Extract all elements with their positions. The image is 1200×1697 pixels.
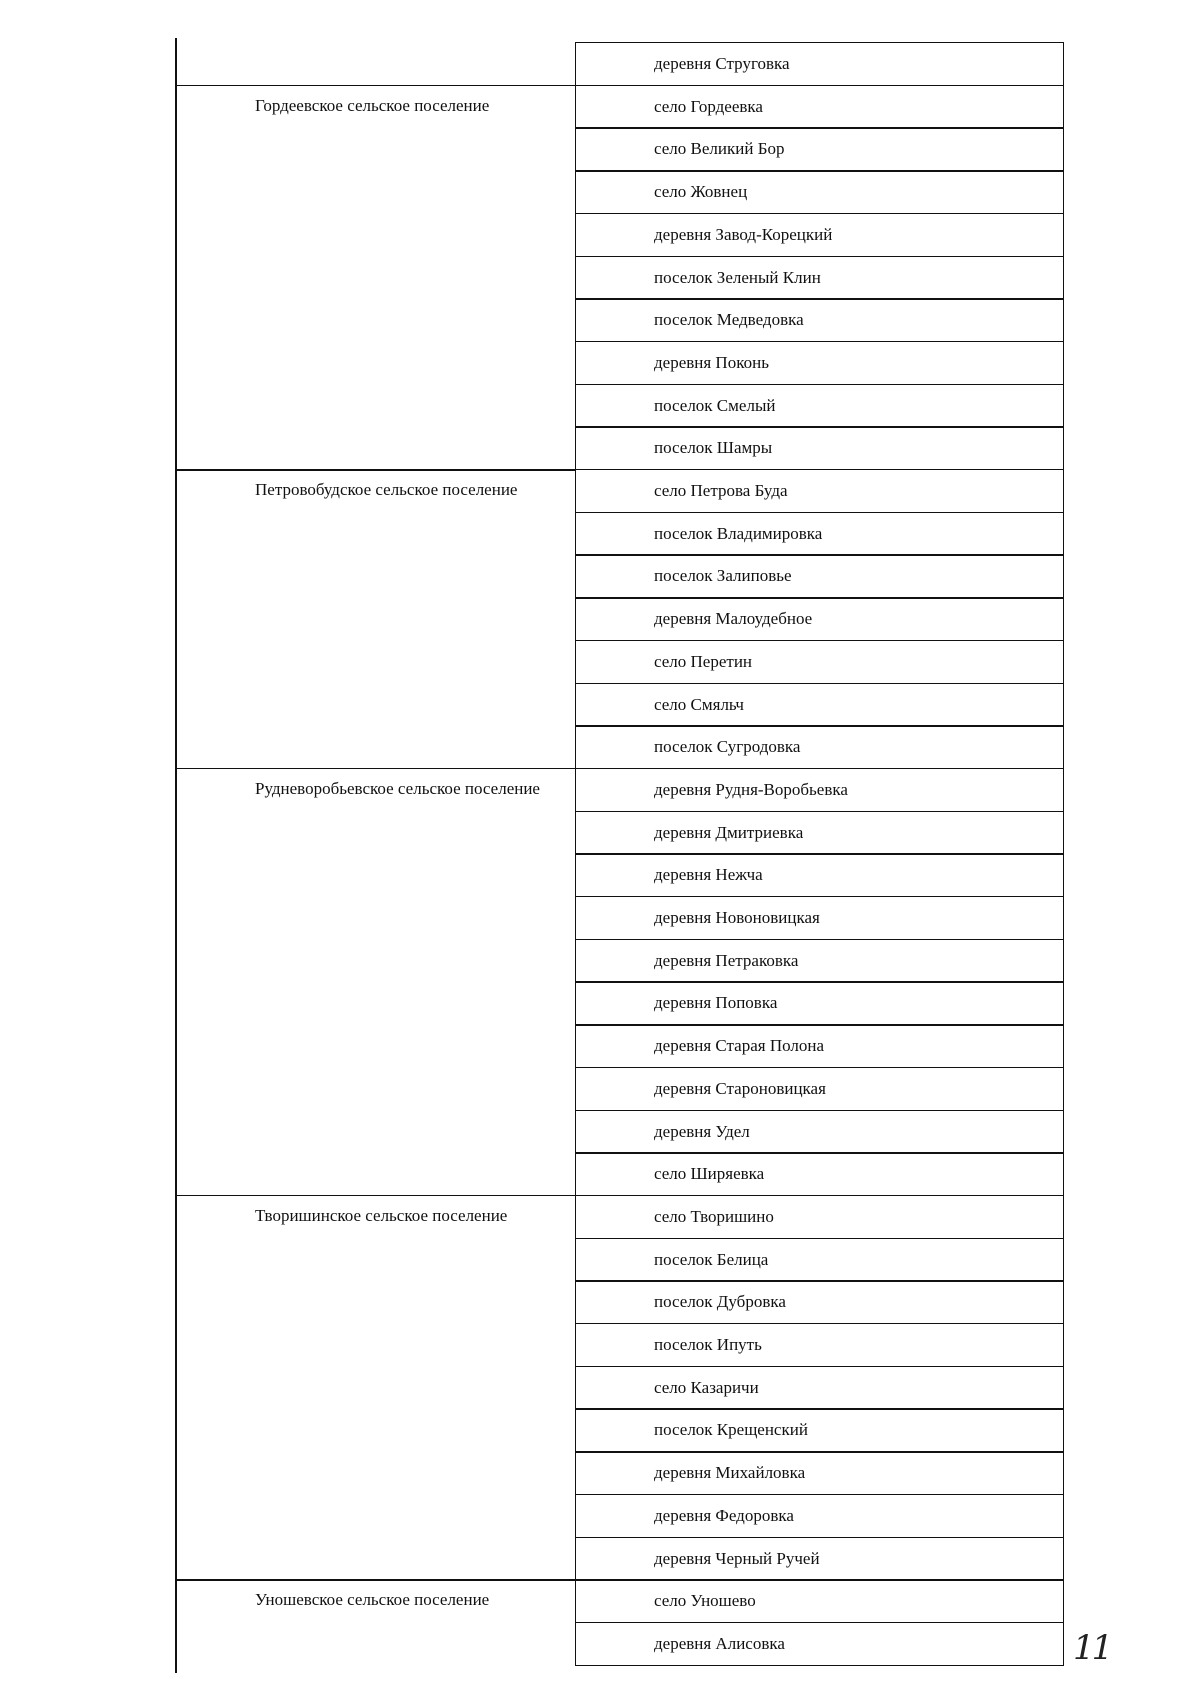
group-divider <box>175 768 575 770</box>
locality-cell <box>575 298 1064 342</box>
locality-cell <box>575 1366 1064 1410</box>
locality-cell <box>575 1579 1064 1623</box>
locality-cell <box>575 127 1064 171</box>
locality-cell <box>575 170 1064 214</box>
locality-name: село Уношево <box>654 1591 756 1611</box>
locality-cell <box>575 469 1064 513</box>
locality-name: село Петрова Буда <box>654 481 788 500</box>
locality-name: поселок Белица <box>654 1249 769 1269</box>
locality-name: село Ширяевка <box>654 1164 765 1184</box>
settlement-name: Уношевское сельское поселение <box>255 1590 490 1610</box>
locality-name: деревня Михайловка <box>654 1463 806 1483</box>
locality-name: деревня Новоновицкая <box>654 908 820 927</box>
locality-name: деревня Петраковка <box>654 950 799 970</box>
group-divider <box>175 1195 575 1197</box>
locality-name: поселок Шамры <box>654 438 773 458</box>
locality-cell <box>575 1238 1064 1282</box>
locality-name: поселок Дубровка <box>654 1292 786 1312</box>
group-divider <box>175 1579 575 1581</box>
locality-cell <box>575 1408 1064 1452</box>
locality-cell <box>575 42 1064 86</box>
locality-cell <box>575 341 1064 385</box>
locality-name: деревня Дмитриевка <box>654 822 804 842</box>
locality-name: поселок Крещенский <box>654 1420 808 1440</box>
locality-name: деревня Поповка <box>654 993 778 1013</box>
locality-cell <box>575 853 1064 897</box>
locality-name: село Жовнец <box>654 182 748 202</box>
locality-name: поселок Медведовка <box>654 310 804 330</box>
locality-name: деревня Завод-Корецкий <box>654 224 833 244</box>
locality-name: село Перетин <box>654 651 753 671</box>
locality-cell <box>575 1323 1064 1367</box>
locality-name: село Великий Бор <box>654 139 785 159</box>
locality-cell <box>575 1110 1064 1154</box>
locality-cell <box>575 1280 1064 1324</box>
locality-cell <box>575 725 1064 769</box>
locality-cell <box>575 85 1064 129</box>
locality-name: деревня Староновицкая <box>654 1078 826 1098</box>
locality-cell <box>575 1622 1064 1666</box>
locality-name: село Казаричи <box>654 1377 759 1397</box>
locality-name: деревня Старая Полона <box>654 1036 825 1056</box>
locality-name: деревня Удел <box>654 1121 750 1141</box>
locality-name: поселок Зеленый Клин <box>654 267 821 287</box>
table-left-border <box>175 38 177 1673</box>
settlement-name: Рудневоробьевское сельское поселение <box>255 778 540 798</box>
locality-name: село Гордеевка <box>654 96 763 116</box>
locality-cell <box>575 981 1064 1025</box>
locality-cell <box>575 1494 1064 1538</box>
locality-name: деревня Федоровка <box>654 1505 794 1525</box>
locality-cell <box>575 811 1064 855</box>
locality-cell <box>575 640 1064 684</box>
page-number: 11 <box>1073 1628 1111 1668</box>
locality-name: деревня Рудня-Воробьевка <box>654 779 848 799</box>
locality-cell <box>575 554 1064 598</box>
locality-cell <box>575 597 1064 641</box>
group-divider <box>175 469 575 471</box>
locality-name: поселок Залиповье <box>654 566 792 586</box>
locality-cell <box>575 939 1064 983</box>
locality-name: деревня Нежча <box>654 865 763 885</box>
locality-name: деревня Черный Ручей <box>654 1548 820 1568</box>
locality-cell <box>575 1152 1064 1196</box>
locality-cell <box>575 384 1064 428</box>
locality-name: поселок Ипуть <box>654 1335 762 1354</box>
locality-cell <box>575 1195 1064 1239</box>
locality-name: село Смяльч <box>654 694 744 714</box>
locality-name: деревня Алисовка <box>654 1633 785 1653</box>
locality-name: поселок Владимировка <box>654 523 823 543</box>
settlement-name: Творишинское сельское поселение <box>255 1205 508 1225</box>
locality-name: деревня Поконь <box>654 352 769 372</box>
locality-cell <box>575 683 1064 727</box>
locality-name: поселок Смелый <box>654 395 776 415</box>
settlement-name: Гордеевское сельское поселение <box>255 95 490 115</box>
group-divider <box>175 85 575 87</box>
locality-name: поселок Сугродовка <box>654 737 801 757</box>
locality-cell <box>575 1451 1064 1495</box>
locality-name: село Творишино <box>654 1206 774 1226</box>
locality-name: деревня Струговка <box>654 54 790 73</box>
locality-cell <box>575 426 1064 470</box>
locality-name: деревня Малоудебное <box>654 609 813 629</box>
settlement-name: Петровобудское сельское поселение <box>255 480 518 499</box>
